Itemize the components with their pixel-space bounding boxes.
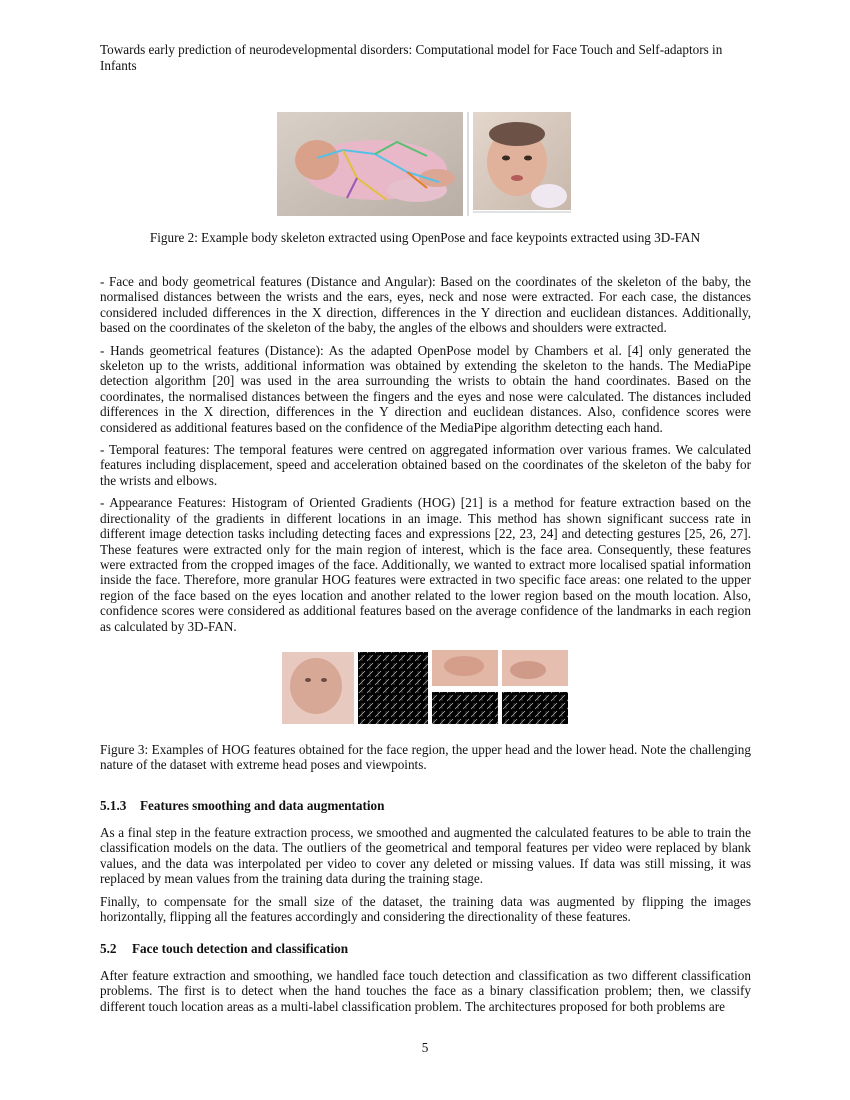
running-title: Towards early prediction of neurodevelopmental disorders: Computational model for Face Touch and Self-adaptors in Infants: [100, 42, 723, 73]
openpose-skeleton-photo: [277, 112, 463, 216]
lower-head-hog-map: [502, 692, 568, 724]
paragraph-face-body-features: - Face and body geometrical features (Distance and Angular): Based on the coordinates of the skeleton of the baby, the normalised distances between the wrists and the ears, eyes, neck and nose were extracted. For each case, the distances considered included differences in the X direction, differences in the Y direction and euclidean distances. Additionally, based on the coordinates of the skeleton of the baby, the angles of the elbows and shoulders were extracted.: [100, 274, 751, 336]
section-5-1-3-body: [100, 825, 751, 931]
section-title: Features smoothing and data augmentation: [140, 798, 385, 813]
feature-descriptions: [100, 274, 751, 641]
figure-2-caption: Figure 2: Example body skeleton extracted using OpenPose and face keypoints extracted using 3D-FAN: [149, 230, 701, 245]
paragraph-temporal-features: - Temporal features: The temporal features were centred on aggregated information over various frames. We calculated features including displacement, speed and acceleration obtained based on the coordinates of the skeleton of the baby for the wrists and elbows.: [100, 442, 751, 488]
page-number: 5: [421, 1040, 429, 1055]
upper-head-hog-map: [432, 692, 498, 724]
figure-2-image: [277, 112, 573, 220]
section-number: 5.2: [100, 941, 117, 956]
section-title: Face touch detection and classification: [132, 941, 349, 956]
paragraph-smoothing: As a final step in the feature extraction process, we smoothed and augmented the calculated features to be able to train the classification models on the data. The outliers of the geometrical and temporal features per video were replaced by blank values, and the data was interpolated per video to cover any deleted or missing values. If data was still missing, it was replaced by mean values from the training data during the training stage.: [100, 825, 751, 887]
paragraph-classification: After feature extraction and smoothing, we handled face touch detection and classification as two different classification problems. The first is to detect when the hand touches the face as a binary classification problem; then, we classify different touch location areas as a multi-label classification problem. The architectures proposed for both problems are: [100, 968, 751, 1014]
section-heading-5-2: [100, 941, 751, 957]
paragraph-appearance-features: - Appearance Features: Histogram of Oriented Gradients (HOG) [21] is a method for feature extraction based on the directionality of the gradients in different locations in an image. This method has shown significant success rate in different image detection tasks including detecting faces and expressions [22, 23, 24] and detecting gestures [25, 26, 27]. These features were extracted only for the main region of interest, which is the face area. Consequently, these features were extracted from the cropped images of the face. Additionally, we wanted to extract more localised spatial information inside the face. Therefore, more granular HOG features were extracted in two specific face areas: one related to the upper region of the face based on the eyes location and another related to the lower region based on the mouth location. Also, confidence scores were considered as additional features based on the average confidence of the landmarks in each region as calculated by 3D-FAN.: [100, 495, 751, 634]
upper-head-photo: [432, 650, 498, 686]
face-crop-photo: [282, 652, 354, 724]
section-5-2-body: [100, 968, 751, 1021]
section-number: 5.1.3: [100, 798, 127, 813]
figure-3-image: [278, 646, 572, 730]
section-heading-5-1-3: [100, 798, 751, 814]
face-hog-map: [358, 652, 428, 724]
paragraph-hands-features: - Hands geometrical features (Distance): As the adapted OpenPose model by Chambers et al. [4] only generated the skeleton up to the wrists, additional information was obtained by extending the skeleton to the hands. The MediaPipe detection algorithm [20] was used in the area surrounding the wrists to obtain the hand coordinates. Based on the coordinates, the normalised distances between the fingers and the eyes and nose were calculated. The distances included differences in the X direction, differences in the Y direction and euclidean distances. Also, confidence scores were considered as additional features based on the confidence of the MediaPipe algorithm detecting each hand.: [100, 342, 751, 435]
paragraph-augmentation: Finally, to compensate for the small size of the dataset, the training data was augmented by flipping the images horizontally, flipping all the features accordingly and considering the directionality of these features.: [100, 893, 751, 925]
lower-head-photo: [502, 650, 568, 686]
figure-3-caption: Figure 3: Examples of HOG features obtained for the face region, the upper head and the lower head. Note the challenging nature of the dataset with extreme head poses and viewpoints.: [100, 742, 751, 773]
3dfan-face-keypoints-photo: [473, 112, 571, 210]
